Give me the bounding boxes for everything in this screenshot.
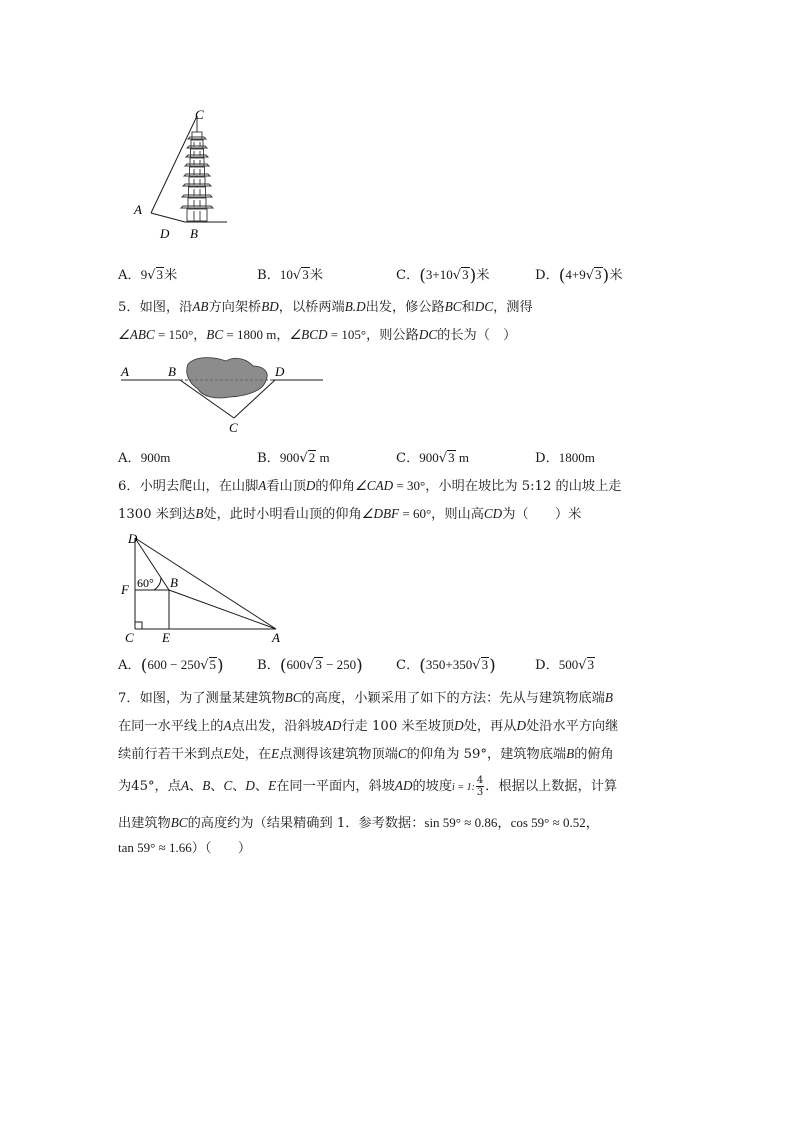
sqrt-icon: √ bbox=[292, 268, 302, 283]
q4-pagoda-figure bbox=[125, 104, 240, 244]
q6-label-c: C bbox=[125, 630, 134, 645]
q4-option-c[interactable]: C．(3+10√3)米 bbox=[396, 266, 490, 286]
q4-label-d: D bbox=[160, 226, 170, 241]
q6-option-c[interactable]: C．(350+350√3) bbox=[396, 656, 496, 676]
sqrt-icon: √ bbox=[452, 268, 462, 283]
q6-option-d[interactable]: D．500√3 bbox=[535, 657, 595, 673]
q6-option-a[interactable]: A．(600 − 250√5) bbox=[118, 656, 224, 676]
pagoda-icon bbox=[181, 118, 213, 221]
q6-option-b[interactable]: B．(600√3 − 250) bbox=[257, 656, 363, 676]
q7-question-line1: 7．如图，为了测量某建筑物BC的高度，小颖采用了如下的方法：先从与建筑物底端B bbox=[118, 690, 613, 706]
q5-option-b[interactable]: B．900√2 m bbox=[257, 450, 330, 466]
q7-question-line6: tan 59° ≈ 1.66）（ ） bbox=[118, 840, 252, 856]
q6-question-line1: 6．小明去爬山，在山脚A看山顶D的仰角∠CAD = 30°，小明在坡比为 5:12 的山坡上走 bbox=[118, 478, 622, 494]
q5-option-c[interactable]: C．900√3 m bbox=[396, 450, 469, 466]
q5-label-b: B bbox=[168, 364, 176, 379]
q4-option-a[interactable]: A．9√3米 bbox=[118, 267, 178, 283]
q4-option-d[interactable]: D．(4+9√3)米 bbox=[535, 266, 623, 286]
sqrt-icon: √ bbox=[585, 268, 595, 283]
q5-question-line1: 5．如图，沿AB方向架桥BD，以桥两端B.D出发，修公路BC和DC，测得 bbox=[118, 299, 533, 315]
q5-option-d[interactable]: D．1800m bbox=[535, 450, 595, 466]
q5-label-a: A bbox=[121, 364, 129, 379]
q6-label-f: F bbox=[121, 582, 129, 597]
q7-question-line5: 出建筑物BC的高度约为（结果精确到 1．参考数据：sin 59° ≈ 0.86，cos 59° ≈ 0.52， bbox=[118, 815, 599, 831]
q4-label-c: C bbox=[195, 107, 204, 122]
q4-option-b[interactable]: B．10√3米 bbox=[257, 267, 323, 283]
sqrt-icon: √ bbox=[578, 658, 587, 673]
q5-label-d: D bbox=[275, 364, 285, 379]
q7-question-line3: 续前行若干米到点E处，在E点测得该建筑物顶端C的仰角为 59°，建筑物底端B的俯角 bbox=[118, 746, 614, 762]
sqrt-icon: √ bbox=[472, 658, 481, 673]
q4-label-b: B bbox=[190, 226, 198, 241]
slope-fraction: $\frac{4}{3}$ bbox=[476, 775, 484, 798]
q7-question-line4: 为45°，点A、B、C、D、E在同一平面内，斜坡AD的坡度i = 1: $\frac{4}{3}$ ．根据以上数据，计算 bbox=[118, 775, 618, 798]
q5-bridge-figure bbox=[118, 352, 333, 437]
q5-option-a[interactable]: A．900m bbox=[118, 450, 171, 466]
q6-label-a: A bbox=[272, 630, 280, 645]
q4-label-a: A bbox=[134, 202, 142, 217]
q6-label-e: E bbox=[162, 630, 170, 645]
q6-label-angle: 60° bbox=[137, 576, 154, 590]
sqrt-icon: √ bbox=[147, 268, 156, 283]
q6-label-b: B bbox=[170, 575, 178, 590]
sqrt-icon: √ bbox=[306, 658, 315, 673]
q6-mountain-figure bbox=[118, 530, 293, 645]
q6-question-line2: 1300 米到达B处，此时小明看山顶的仰角∠DBF = 60°，则山高CD为（ ）米 bbox=[118, 506, 582, 522]
q5-question-line2: ∠ABC = 150°，BC = 1800 m，∠BCD = 105°，则公路DC的长为（ ） bbox=[118, 327, 517, 343]
lake-icon bbox=[187, 358, 267, 398]
sqrt-icon: √ bbox=[200, 658, 209, 673]
q5-label-c: C bbox=[229, 420, 238, 435]
q6-label-d: D bbox=[128, 531, 138, 546]
q7-question-line2: 在同一水平线上的A点出发，沿斜坡AD行走 100 米至坡顶D处，再从D处沿水平方向继 bbox=[118, 718, 619, 734]
sqrt-icon: √ bbox=[299, 451, 308, 466]
sqrt-icon: √ bbox=[438, 451, 448, 466]
